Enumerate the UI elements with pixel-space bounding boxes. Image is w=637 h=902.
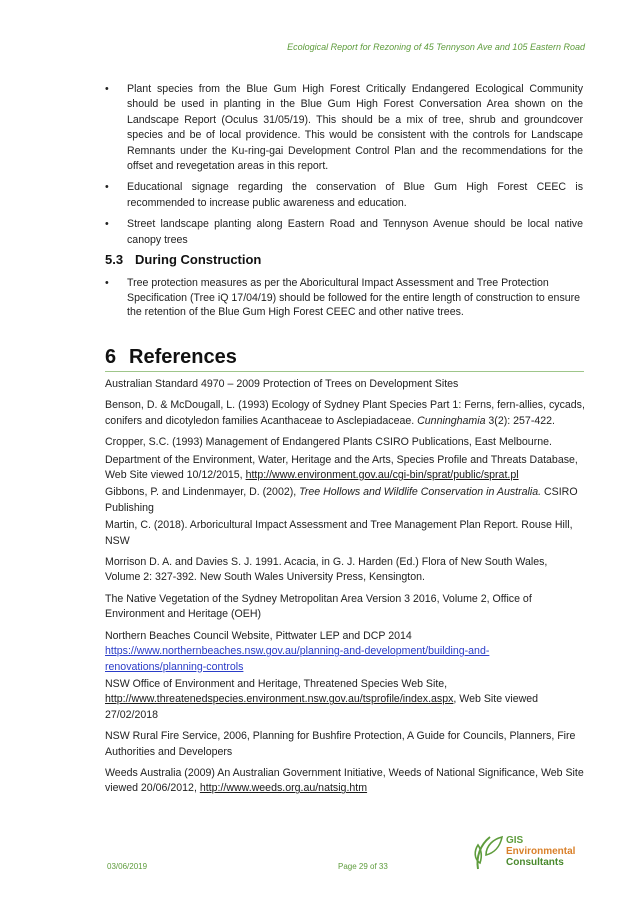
reference-item <box>105 555 585 586</box>
reference-item <box>105 729 585 760</box>
reference-text: Department of the Environment, Water, Heritage and the Arts, Species Profile and Threats Database, Web Site viewed 10/12/2015, <box>105 453 578 482</box>
reference-text: CSIRO Publishing <box>105 486 578 514</box>
reference-item <box>105 677 585 723</box>
footer-page-number: Page 29 of 33 <box>338 862 388 871</box>
list-item <box>105 180 583 211</box>
reference-item <box>105 453 585 484</box>
section-number: 6 <box>105 346 117 368</box>
leaf-logo-icon <box>472 833 504 871</box>
reference-link[interactable]: https://www.northernbeaches.nsw.gov.au/planning-and-development/building-and-renovations/planning-controls <box>105 645 490 673</box>
reference-text: , Web Site viewed 27/02/2018 <box>105 693 539 721</box>
list-item <box>105 276 583 320</box>
reference-item <box>105 518 585 549</box>
construction-list <box>105 276 583 326</box>
reference-item <box>105 629 585 675</box>
section-heading-6 <box>105 346 237 369</box>
bullet-icon: • <box>105 83 109 95</box>
reference-link[interactable]: http://www.threatenedspecies.environment.nsw.gov.au/tsprofile/index.aspx <box>105 693 454 706</box>
bullet-icon: • <box>105 218 109 231</box>
reference-text: Northern Beaches Council Website, Pittwater LEP and DCP 2014 <box>105 629 412 642</box>
running-header: Ecological Report for Rezoning of 45 Tennyson Ave and 105 Eastern Road <box>287 42 585 52</box>
reference-text: Morrison D. A. and Davies S. J. 1991. Acacia, in G. J. Harden (Ed.) Flora of New South Wales, Volume 2: 327-392. New South Wales University Press, Kensington. <box>105 556 548 584</box>
list-item-text: Plant species from the Blue Gum High Forest Critically Endangered Ecological Community should be used in planting in the Blue Gum High Forest Conversation Area shown on the Landscape Report (Oculus 31/05/19). This should be a mix of tree, shrub and groundcover species and be of local providence. This would be consistent with the controls for Landscape Remnants under the Ku-ring-gai Development Control Plan and the recommendations for the offset and revegetation areas in this report. <box>127 83 583 173</box>
reference-text: Australian Standard 4970 – 2009 Protection of Trees on Development Sites <box>105 378 459 390</box>
reference-item <box>105 435 585 450</box>
reference-text: Martin, C. (2018). Arboricultural Impact Assessment and Tree Management Plan Report. Rouse Hill, NSW <box>105 519 573 547</box>
section-title: References <box>129 346 237 368</box>
company-logo <box>472 833 582 873</box>
reference-item <box>105 766 585 797</box>
section-title: During Construction <box>135 252 262 267</box>
list-item-text: Street landscape planting along Eastern Road and Tennyson Avenue should be local native canopy trees <box>127 218 583 246</box>
reference-text: NSW Rural Fire Service, 2006, Planning for Bushfire Protection, A Guide for Councils, Planners, Fire Authorities and Developers <box>105 730 576 758</box>
reference-text: The Native Vegetation of the Sydney Metropolitan Area Version 3 2016, Volume 2, Office of Environment and Heritage (OEH) <box>105 592 532 621</box>
reference-text: Weeds Australia (2009) An Australian Government Initiative, Weeds of National Significance, Web Site viewed 20/06/2012, <box>105 766 584 795</box>
reference-item <box>105 485 585 516</box>
list-item <box>105 217 583 248</box>
heading-divider <box>105 371 584 372</box>
list-item-text: Educational signage regarding the conservation of Blue Gum High Forest CEEC is recommended to increase public awareness and education. <box>127 181 583 209</box>
reference-link[interactable]: http://www.weeds.org.au/natsig.htm <box>199 782 368 795</box>
journal-title: Cunninghamia <box>417 414 486 427</box>
references-list <box>105 377 585 803</box>
reference-text: NSW Office of Environment and Heritage, Threatened Species Web Site, <box>105 677 448 690</box>
recommendations-list <box>105 82 583 254</box>
footer-date: 03/06/2019 <box>107 862 148 871</box>
reference-item <box>105 377 585 392</box>
reference-link[interactable]: http://www.environment.gov.au/cgi-bin/sprat/public/sprat.pl <box>245 469 519 482</box>
book-title: Tree Hollows and Wildlife Conservation in Australia. <box>299 486 542 499</box>
reference-text: Gibbons, P. and Lindenmayer, D. (2002), <box>105 486 300 499</box>
reference-text: Cropper, S.C. (1993) Management of Endangered Plants CSIRO Publications, East Melbourne. <box>105 436 552 449</box>
logo-text <box>506 835 575 868</box>
section-number: 5.3 <box>105 252 124 267</box>
reference-text: Benson, D. & McDougall, L. (1993) Ecology of Sydney Plant Species Part 1: Ferns, fern-allies, cycads, conifers and dicotyledon families Acanthaceae to Asclepiadaceae. <box>105 399 585 427</box>
logo-line-2: Environmental <box>506 846 576 857</box>
bullet-icon: • <box>105 181 109 194</box>
bullet-icon: • <box>105 277 109 289</box>
reference-item <box>105 398 585 429</box>
logo-line-3: Consultants <box>506 857 564 868</box>
list-item <box>105 82 583 174</box>
section-heading-5-3 <box>105 252 261 267</box>
logo-line-1: GIS <box>506 835 524 846</box>
reference-item <box>105 592 585 623</box>
list-item-text: Tree protection measures as per the Aboricultural Impact Assessment and Tree Protection Specification (Tree iQ 17/04/19) should be followed for the entire length of construction to ensure the retention of the Blue Gum High Forest CEEC and other native trees. <box>127 277 581 319</box>
reference-text: 3(2): 257-422. <box>485 414 555 427</box>
